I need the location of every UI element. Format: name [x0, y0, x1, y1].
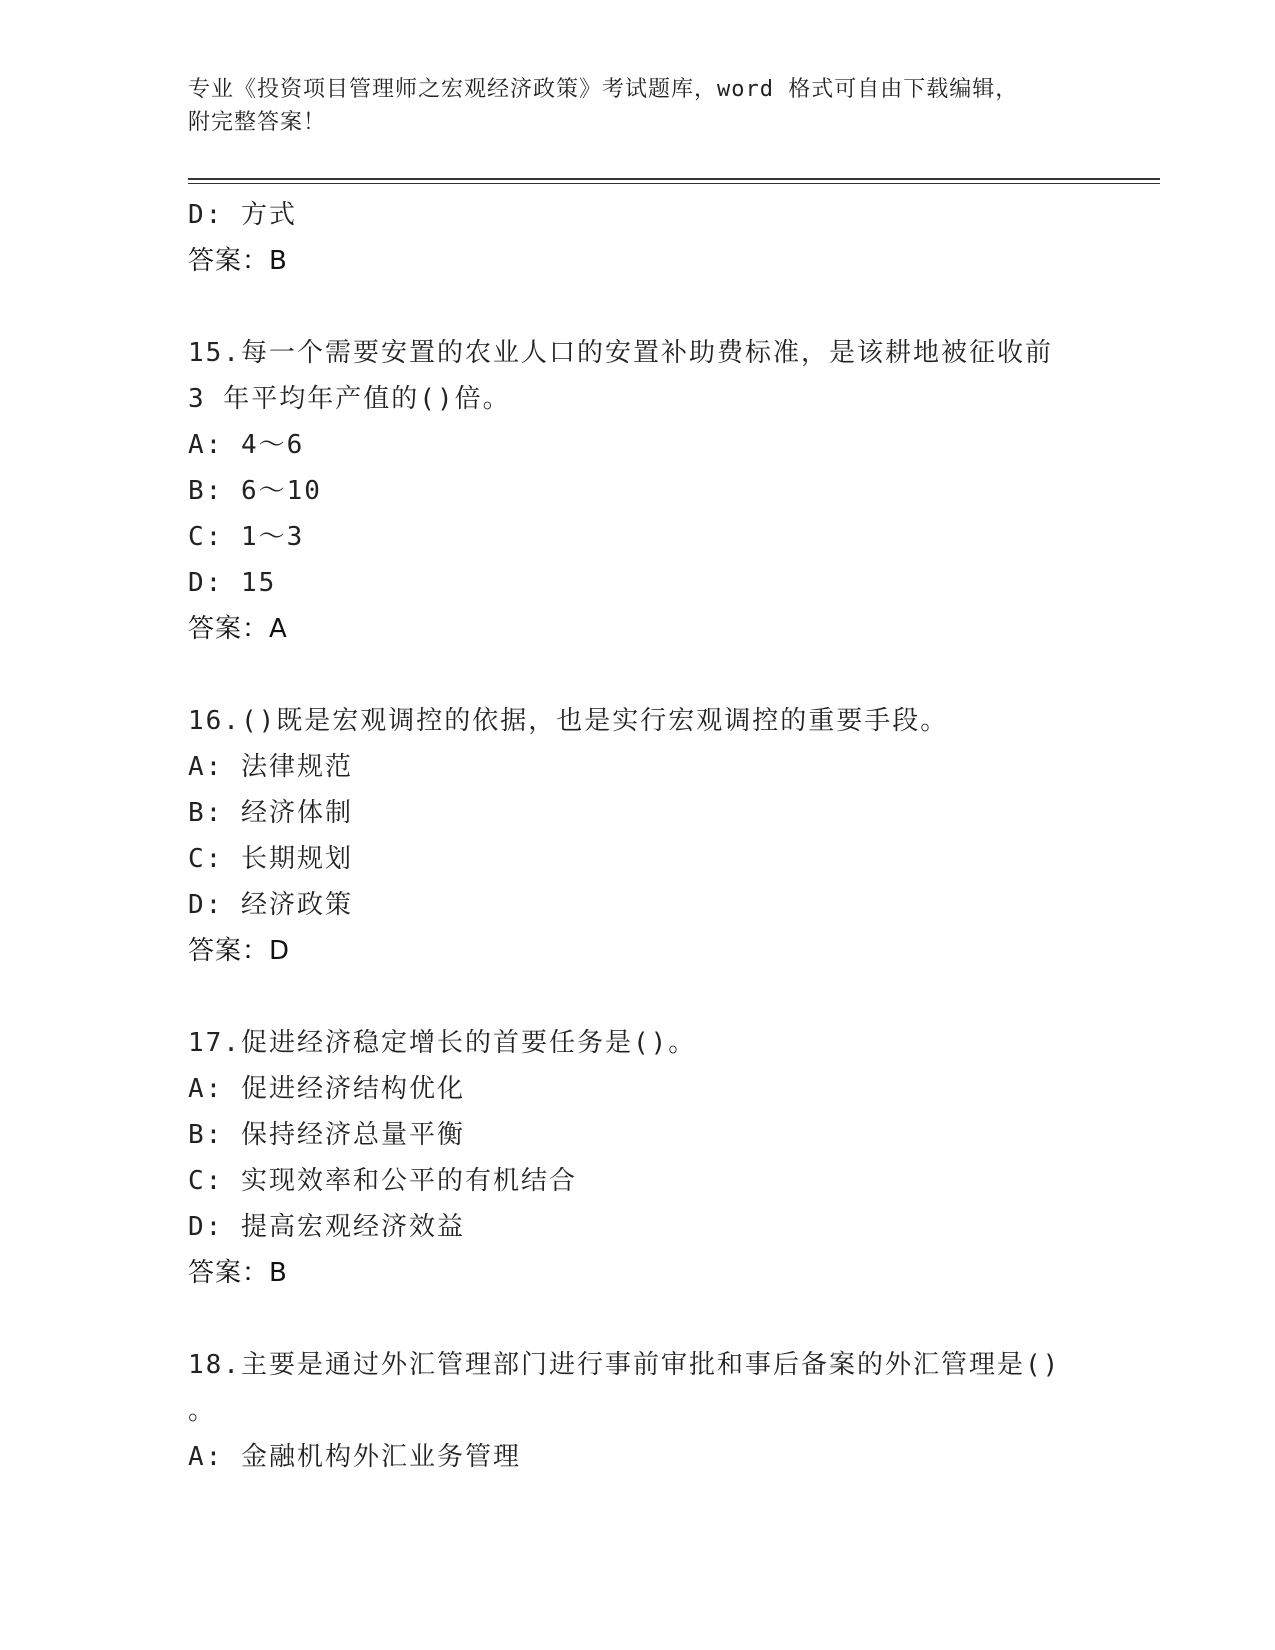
question-15-answer: 答案：A — [188, 614, 288, 644]
question-17-option-c: C: 实现效率和公平的有机结合 — [188, 1166, 577, 1196]
question-17-answer: 答案：B — [188, 1258, 288, 1288]
question-18-text — [188, 1342, 1108, 1434]
question-16-line-1: 16.()既是宏观调控的依据，也是实行宏观调控的重要手段。 — [188, 706, 949, 736]
question-18-line-1: 18.主要是通过外汇管理部门进行事前审批和事后备案的外汇管理是() — [188, 1350, 1061, 1380]
spacer — [188, 974, 1108, 1020]
question-list — [188, 192, 1108, 1480]
question-15-option-b: B: 6～10 — [188, 476, 322, 506]
spacer — [188, 1296, 1108, 1342]
header-divider-thin — [188, 183, 1160, 184]
question-18-option-a: A: 金融机构外汇业务管理 — [188, 1442, 521, 1472]
spacer — [188, 652, 1108, 698]
header-line-1: 专业《投资项目管理师之宏观经济政策》考试题库，word 格式可自由下载编辑， — [188, 77, 1019, 102]
question-17-option-b: B: 保持经济总量平衡 — [188, 1120, 465, 1150]
question-15-line-2: 3 年平均年产值的()倍。 — [188, 384, 511, 414]
question-15-option-c: C: 1～3 — [188, 522, 305, 552]
header-line-2: 附完整答案！ — [188, 110, 327, 135]
question-18-line-2: 。 — [188, 1396, 217, 1426]
question-15-text — [188, 330, 1108, 422]
question-15-option-d: D: 15 — [188, 568, 277, 598]
question-16-option-c: C: 长期规划 — [188, 844, 353, 874]
question-17-option-d: D: 提高宏观经济效益 — [188, 1212, 465, 1242]
prev-option-d: D: 方式 — [188, 200, 297, 230]
question-16-option-b: B: 经济体制 — [188, 798, 353, 828]
question-15-line-1: 15.每一个需要安置的农业人口的安置补助费标准，是该耕地被征收前 — [188, 338, 1053, 368]
question-15-option-a: A: 4～6 — [188, 430, 305, 460]
page-header — [188, 73, 1088, 139]
question-17-text — [188, 1020, 1108, 1066]
header-divider — [188, 178, 1160, 180]
question-17-line-1: 17.促进经济稳定增长的首要任务是()。 — [188, 1028, 697, 1058]
question-16-text — [188, 698, 1108, 744]
question-17-option-a: A: 促进经济结构优化 — [188, 1074, 465, 1104]
spacer — [188, 284, 1108, 330]
question-16-option-d: D: 经济政策 — [188, 890, 353, 920]
question-16-option-a: A: 法律规范 — [188, 752, 353, 782]
prev-answer: 答案：B — [188, 246, 288, 276]
question-16-answer: 答案：D — [188, 936, 291, 966]
